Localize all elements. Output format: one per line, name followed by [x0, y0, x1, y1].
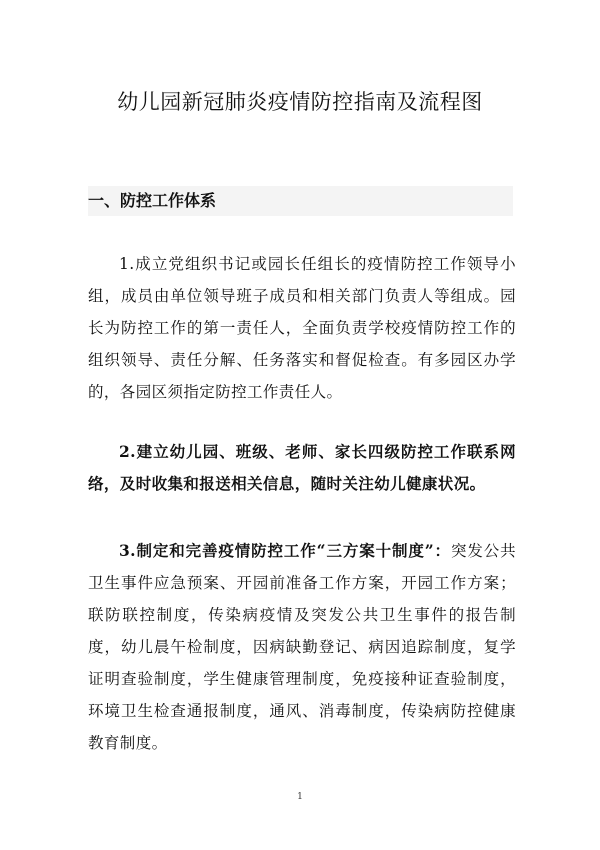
page-number: 1 [297, 792, 303, 802]
paragraph-2: 2.建立幼儿园、班级、老师、家长四级防控工作联系网络，及时收集和报送相关信息，随时关注幼儿健康状况。 [88, 442, 516, 493]
section-heading: 一、防控工作体系 [88, 186, 513, 216]
paragraph-3-lead: 3.制定和完善疫情防控工作“三方案十制度”： [119, 541, 451, 560]
paragraph-1: 1.成立党组织书记或园长任组长的疫情防控工作领导小组，成员由单位领导班子成员和相关部门负责人等组成。园长为防控工作的第一责任人，全面负责学校疫情防控工作的组织领导、责任分解、任务落实和督促检查。有多园区办学的，各园区须指定防控工作责任人。 [88, 255, 516, 401]
document-title: 幼儿园新冠肺炎疫情防控指南及流程图 [117, 90, 483, 114]
paragraph-3-body: 突发公共卫生事件应急预案、开园前准备工作方案，开园工作方案；联防联控制度，传染病疫情及突发公共卫生事件的报告制度，幼儿晨午检制度，因病缺勤登记、病因追踪制度，复学证明查验制度，学生健康管理制度，免疫接种证查验制度，环境卫生检查通报制度，通风、消毒制度，传染病防控健康教育制度。 [88, 542, 516, 752]
paragraph-3 [88, 535, 516, 759]
